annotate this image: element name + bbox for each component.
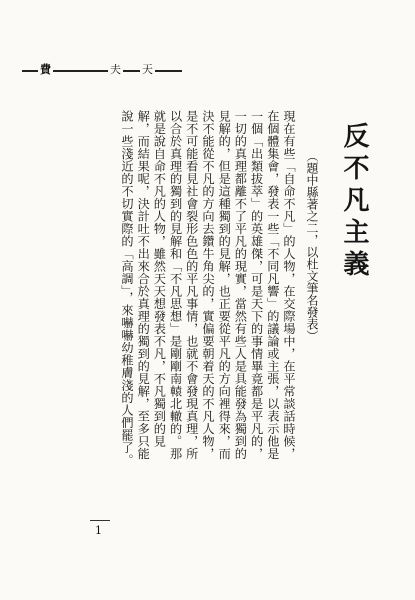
body-paragraph: 現在有些「自命不凡」的人物，在交際場中，在平常談話時候，在個體集會，發表一些「不同凡響」的議論或主張，以表示他是一個「出類拔萃」的英雄傑，可是天下的事情畢竟都是平凡的，一切的真理都離不了平凡的現實，當然有些人是具能發為獨到的見解的，但是這種獨到的見解，也正要從平凡的方向裡得來，而決不能從不凡的方向去鑽牛角尖的，實偏要朝着天的不凡人物，是不可能看見社會裂形色色的平凡事情，也就不會發現真理，所以合於真理的獨到的見解和「不凡思想」是剛剛南轅北轍的。那就是說自命不凡的人物，雖然天天想發表不凡，不凡獨到的見解，而結果呢，決計吐不出來合於真理的獨到的見解，至多只能說一些淺近的不切實際的「高調」，來嚇嚇幼稚膚淺的人們罷了。: [119, 110, 296, 467]
header-mark: 費: [40, 63, 51, 76]
article-body: [87, 110, 297, 470]
header-mark: 夫: [110, 63, 121, 76]
article-title: 反不凡主義: [339, 122, 369, 282]
article-byline: （題中縣著之二，以杜文筆名發表）: [305, 150, 319, 342]
running-header: [22, 62, 182, 78]
page-number: 1: [95, 524, 102, 537]
page-number-rule: [90, 520, 110, 521]
header-mark: 天: [142, 63, 153, 76]
